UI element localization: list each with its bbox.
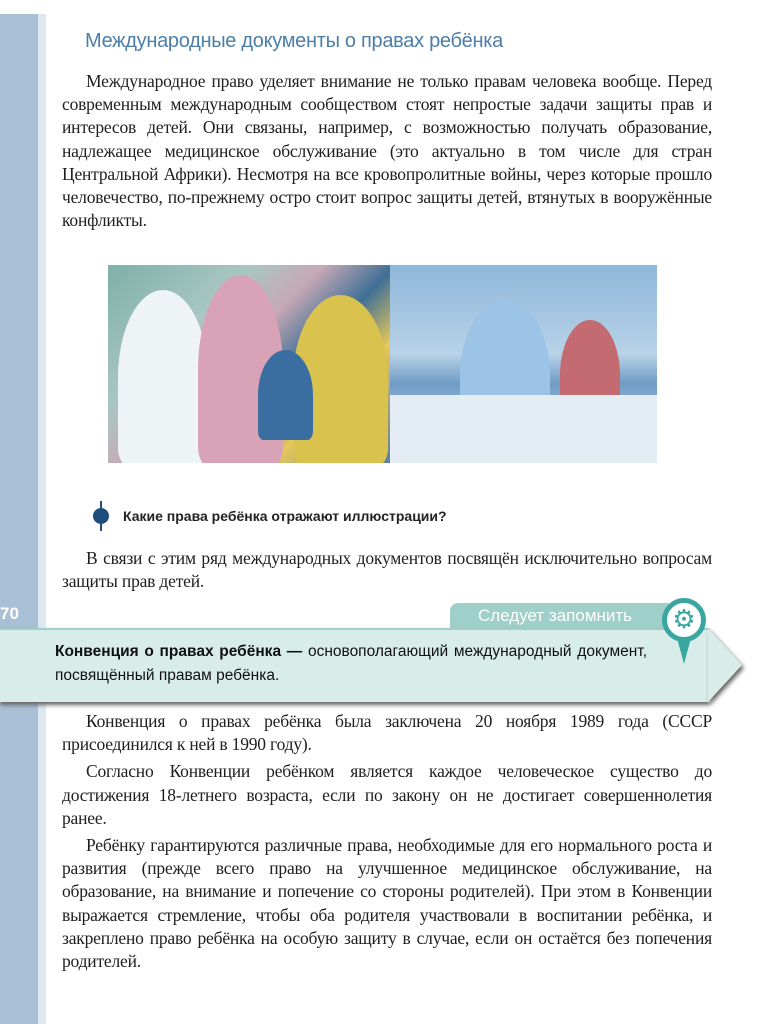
intro-paragraph: Международное право уделяет внимание не только правам человека вообще. Перед современным международным сообществом стоят непростые задачи защиты прав и интересов детей. Они связаны, например, с возможностью получать образование, надлежащее медицинское обслуживание (это актуально в том числе для стран Центральной Африки). Несмотря на все кровопролитные войны, через которые прошло человечество, по-прежнему остро стоит вопрос защиты детей, втянутых в вооружённые конфликты.	[62, 71, 712, 231]
question-prompt	[93, 505, 447, 527]
medical-care-photo	[108, 265, 390, 463]
paragraph: Согласно Конвенции ребёнком является каждое человеческое существо до достижения 18-летнего возраста, если по закону он не достигает совершеннолетия ранее.	[62, 761, 712, 828]
definition-term: Конвенция о правах ребёнка —	[55, 643, 303, 660]
gear-icon: ⚙	[662, 598, 706, 642]
page-number: 70	[0, 604, 19, 623]
body-text	[62, 710, 712, 977]
question-marker-icon	[93, 505, 109, 527]
definition-text: основополагающий международный документ, посвящённый правам ребёнка.	[55, 643, 647, 684]
classroom-photo	[390, 265, 657, 463]
section-title: Международные документы о правах ребёнка	[85, 30, 503, 52]
remember-definition	[55, 640, 647, 688]
remember-tab: Следует запомнить	[450, 603, 675, 629]
page-margin-strip-light	[38, 14, 46, 1024]
paragraph-2	[62, 547, 712, 597]
intro-text	[62, 70, 712, 236]
paragraph: В связи с этим ряд международных документов посвящён исключительно вопросам защиты прав детей.	[62, 548, 712, 592]
banner-arrow	[708, 628, 742, 702]
page-margin-strip	[0, 14, 38, 1024]
illustration-photos	[108, 265, 657, 463]
question-text: Какие права ребёнка отражают иллюстрации?	[123, 508, 447, 524]
paragraph: Конвенция о правах ребёнка была заключена 20 ноября 1989 года (СССР присоединился к ней в 1990 году).	[62, 711, 712, 755]
paragraph: Ребёнку гарантируются различные права, необходимые для его нормального роста и развития (прежде всего право на улучшенное медицинское обслуживание, на образование, на внимание и попечение со стороны родителей). При этом в Конвенции выражается стремление, чтобы оба родителя участвовали в воспитании ребёнка, и закреплено право ребёнка на особую защиту в случае, если он остаётся без попечения родителей.	[62, 835, 712, 972]
